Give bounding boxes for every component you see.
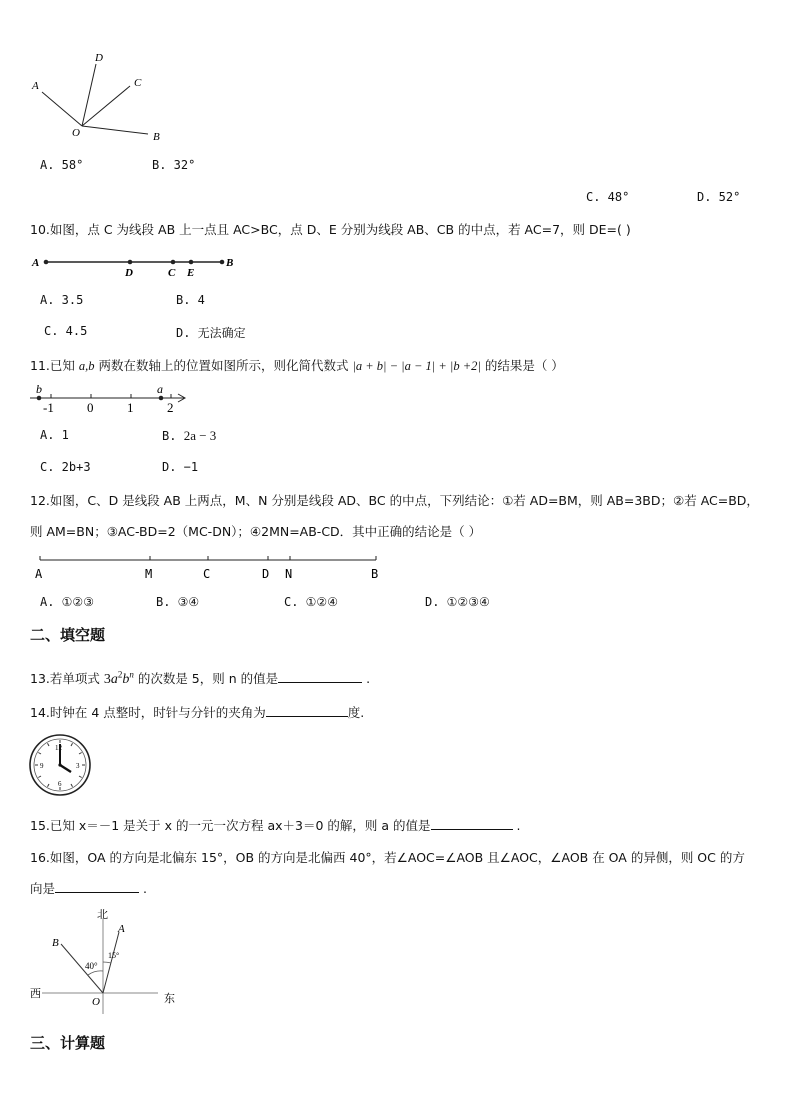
q16-line2-pre: 向是 [30, 881, 56, 896]
q12-option-c: C. ①②④ [284, 595, 338, 609]
clock-numeral: 6 [58, 780, 62, 788]
q11-option-b [162, 428, 216, 444]
label-b: b [36, 382, 42, 396]
q11-stem-vars: a,b [78, 359, 95, 373]
q12-option-d: D. ①②③④ [425, 595, 490, 609]
label-a: A [32, 80, 39, 92]
q14-pre: 14.时钟在 4 点整时，时针与分针的夹角为 [30, 705, 266, 720]
label-d: D [262, 567, 270, 581]
label-e: E [187, 267, 195, 279]
angle-label-15: 15° [108, 951, 120, 960]
clock-numeral: 12 [55, 744, 62, 752]
q10-option-a: A. 3.5 [40, 293, 84, 307]
q11-option-b-prefix: B. [162, 429, 184, 443]
ray-oa [103, 932, 119, 993]
q11-stem [30, 356, 564, 374]
angle-label-40: 40° [85, 961, 98, 971]
q13-pre: 13.若单项式 [30, 671, 104, 686]
q15-end: . [512, 818, 521, 833]
q9-angle-figure [28, 48, 178, 148]
q14-stem [30, 703, 364, 721]
q11-option-b-expr: 2a − 3 [183, 428, 217, 443]
q16-line2-end: . [139, 881, 147, 896]
q12-option-b: B. ③④ [156, 595, 200, 609]
q16-stem-line2 [30, 879, 147, 897]
label-b: B [52, 937, 59, 949]
point-d [128, 260, 133, 265]
label-c: C [203, 567, 211, 581]
label-b: B [226, 257, 234, 269]
q12-segment-figure [32, 552, 382, 582]
point-a [44, 260, 49, 265]
section-calculation-title: 三、计算题 [30, 1034, 106, 1052]
label-n: N [285, 567, 293, 581]
clock-numeral: 3 [76, 762, 80, 770]
q16-stem-line1: 16.如图，OA 的方向是北偏东 15°，OB 的方向是北偏西 40°，若∠AOC=∠AOB 且∠AOC，∠AOB 在 OA 的异侧，则 OC 的方 [30, 850, 745, 865]
section-fill-in-title: 二、填空题 [30, 626, 106, 644]
q10-segment-figure [30, 252, 240, 280]
q15-answer-blank[interactable] [431, 817, 513, 830]
label-east: 东 [164, 992, 175, 1005]
tick-label: 1 [127, 400, 134, 415]
q14-answer-blank[interactable] [266, 704, 348, 717]
q12-stem-line2: 则 AM=BN；③AC-BD=2（MC-DN）；④2MN=AB-CD．其中正确的结论是（ ） [30, 524, 482, 539]
ray-ob [82, 126, 148, 134]
q13-exp2: n [129, 669, 134, 680]
label-north: 北 [97, 908, 108, 921]
q13-coef: 3 [103, 672, 111, 687]
label-west: 西 [30, 987, 41, 1000]
point-a [159, 396, 164, 401]
q13-stem [30, 669, 370, 688]
q13-post: 的次数是 5，则 n 的值是 [133, 671, 279, 686]
q10-option-b: B. 4 [176, 293, 205, 307]
label-c: C [168, 267, 176, 279]
q9-option-b: B. 32° [152, 158, 196, 172]
label-a: a [157, 382, 163, 396]
label-a: A [32, 257, 40, 269]
label-o: O [92, 996, 100, 1008]
point-b [220, 260, 225, 265]
q11-option-d: D. −1 [162, 460, 199, 474]
q13-var1: a [110, 672, 118, 687]
q15-pre: 15.已知 x＝－1 是关于 x 的一元一次方程 ax＋3＝0 的解，则 a 的值是 [30, 818, 431, 833]
q11-stem-mid: 两数在数轴上的位置如图所示，则化简代数式 [94, 358, 353, 373]
q13-monomial [103, 669, 134, 687]
label-b: B [153, 131, 160, 143]
q10-stem: 10.如图，点 C 为线段 AB 上一点且 AC>BC，点 D、E 分别为线段 AB、CB 的中点，若 AC=7，则 DE=( ) [30, 222, 631, 237]
q13-exp1: 2 [117, 669, 123, 680]
q13-var2: b [122, 672, 130, 687]
ray-oa [42, 92, 82, 126]
q11-stem-expr: |a + b| − |a − 1| + |b +2| [352, 359, 481, 373]
clock-figure [28, 733, 92, 797]
q11-stem-post: 的结果是（ ） [480, 358, 564, 373]
label-a: A [118, 923, 125, 935]
point-b [37, 396, 42, 401]
q15-stem [30, 816, 521, 834]
q10-option-c: C. 4.5 [44, 324, 88, 338]
q10-option-d: D. 无法确定 [176, 326, 246, 340]
q16-direction-figure [28, 906, 183, 1018]
q11-option-a: A. 1 [40, 428, 69, 442]
q12-option-a: A. ①②③ [40, 595, 94, 609]
q11-option-c: C. 2b+3 [40, 460, 91, 474]
q9-option-a: A. 58° [40, 158, 84, 172]
q9-option-c: C. 48° [586, 190, 630, 204]
clock-numeral: 9 [40, 762, 44, 770]
q13-end: . [362, 671, 371, 686]
label-d: D [95, 52, 103, 64]
label-o: O [72, 127, 80, 139]
q13-answer-blank[interactable] [278, 670, 362, 683]
q9-option-d: D. 52° [697, 190, 741, 204]
label-c: C [134, 77, 142, 89]
point-e [189, 260, 194, 265]
label-d: D [125, 267, 133, 279]
tick-label: 2 [167, 400, 174, 415]
q11-stem-pre: 11.已知 [30, 358, 79, 373]
tick-label: 0 [87, 400, 94, 415]
label-a: A [35, 567, 43, 581]
tick-label: -1 [43, 400, 54, 415]
q11-number-line [28, 382, 193, 416]
point-c [171, 260, 176, 265]
q14-end: 度. [347, 705, 365, 720]
q16-answer-blank[interactable] [55, 880, 139, 893]
label-b: B [371, 567, 379, 581]
q12-stem-line1: 12.如图，C、D 是线段 AB 上两点，M、N 分别是线段 AD、BC 的中点，下列结论：①若 AD=BM，则 AB=3BD；②若 AC=BD， [30, 493, 759, 508]
label-m: M [145, 567, 153, 581]
